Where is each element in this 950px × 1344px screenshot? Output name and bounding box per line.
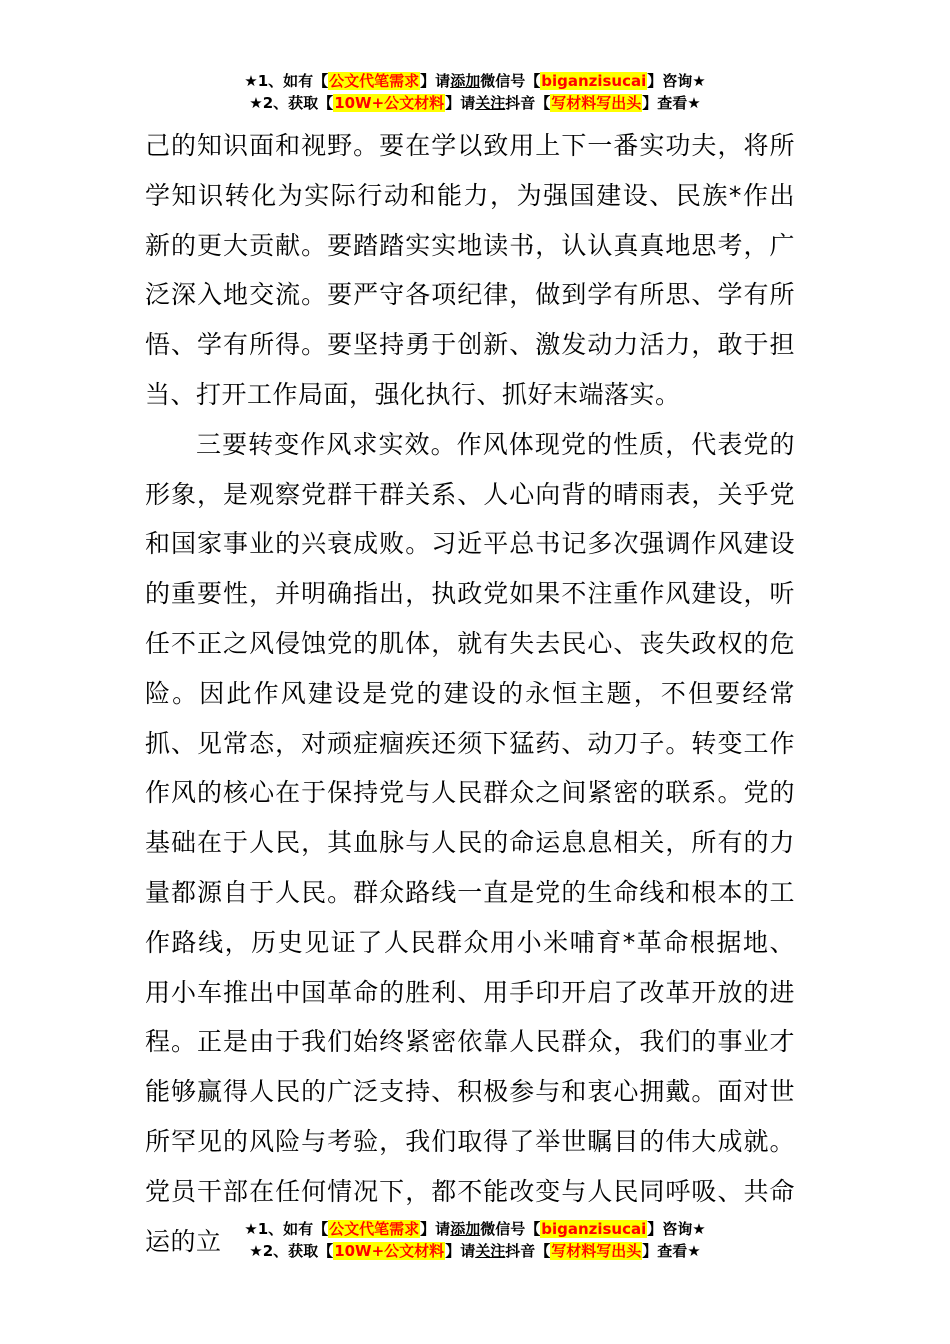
highlight-wechat-id: biganzisucai — [541, 72, 647, 90]
banner-line-1 — [0, 1218, 950, 1240]
banner-text: ★2、获取【 — [249, 94, 334, 112]
banner-text: 抖音【 — [505, 94, 551, 112]
banner-text: 微信号【 — [480, 72, 541, 90]
banner-text: ★1、如有【 — [244, 72, 329, 90]
banner-text: 抖音【 — [505, 1242, 551, 1260]
banner-text: 微信号【 — [480, 1220, 541, 1238]
banner-text: 】咨询★ — [647, 72, 706, 90]
underlined-text: 关注 — [475, 94, 506, 112]
highlight-service: 公文代笔需求 — [329, 72, 420, 90]
banner-text: 】请 — [445, 94, 476, 112]
banner-line-2 — [0, 92, 950, 114]
paragraph: 己的知识面和视野。要在学以致用上下一番实功夫，将所学知识转化为实际行动和能力，为强国建设、民族*作出新的更大贡献。要踏踏实实地读书，认认真真地思考，广泛深入地交流。要严守各项纪律，做到学有所思、学有所悟、学有所得。要坚持勇于创新、激发动力活力，敢于担当、打开工作局面，强化执行、抓好末端落实。 — [145, 131, 795, 409]
banner-line-2 — [0, 1240, 950, 1262]
footer-banner — [0, 1218, 950, 1262]
document-body — [145, 121, 795, 1266]
banner-text: 】请 — [420, 1220, 451, 1238]
banner-text: ★1、如有【 — [244, 1220, 329, 1238]
header-banner — [0, 70, 950, 114]
banner-text: 】查看★ — [642, 94, 701, 112]
highlight-wechat-id: biganzisucai — [541, 1220, 647, 1238]
banner-line-1 — [0, 70, 950, 92]
underlined-text: 添加 — [450, 1220, 481, 1238]
banner-text: 】请 — [445, 1242, 476, 1260]
highlight-douyin-account: 写材料写出头 — [551, 94, 642, 112]
banner-text: 】请 — [420, 72, 451, 90]
banner-text: 】查看★ — [642, 1242, 701, 1260]
highlight-materials: 10W+公文材料 — [334, 1242, 445, 1260]
paragraph: 三要转变作风求实效。作风体现党的性质，代表党的形象，是观察党群干群关系、人心向背的晴雨表，关乎党和国家事业的兴衰成败。习近平总书记多次强调作风建设的重要性，并明确指出，执政党如果不注重作风建设，听任不正之风侵蚀党的肌体，就有失去民心、丧失政权的危险。因此作风建设是党的建设的永恒主题，不但要经常抓、见常态，对顽症痼疾还须下猛药、动刀子。转变工作作风的核心在于保持党与人民群众之间紧密的联系。党的基础在于人民，其血脉与人民的命运息息相关，所有的力量都源自于人民。群众路线一直是党的生命线和根本的工作路线，历史见证了人民群众用小米哺育*革命根据地、用小车推出中国革命的胜利、用手印开启了改革开放的进程。正是由于我们始终紧密依靠人民群众，我们的事业才能够赢得人民的广泛支持、积极参与和衷心拥戴。面对世所罕见的风险与考验，我们取得了举世瞩目的伟大成就。党员干部在任何情况下，都不能改变与人民同呼吸、共命运的立 — [145, 429, 795, 1256]
underlined-text: 添加 — [450, 72, 481, 90]
underlined-text: 关注 — [475, 1242, 506, 1260]
banner-text: 】咨询★ — [647, 1220, 706, 1238]
highlight-service: 公文代笔需求 — [329, 1220, 420, 1238]
highlight-douyin-account: 写材料写出头 — [551, 1242, 642, 1260]
highlight-materials: 10W+公文材料 — [334, 94, 445, 112]
banner-text: ★2、获取【 — [249, 1242, 334, 1260]
